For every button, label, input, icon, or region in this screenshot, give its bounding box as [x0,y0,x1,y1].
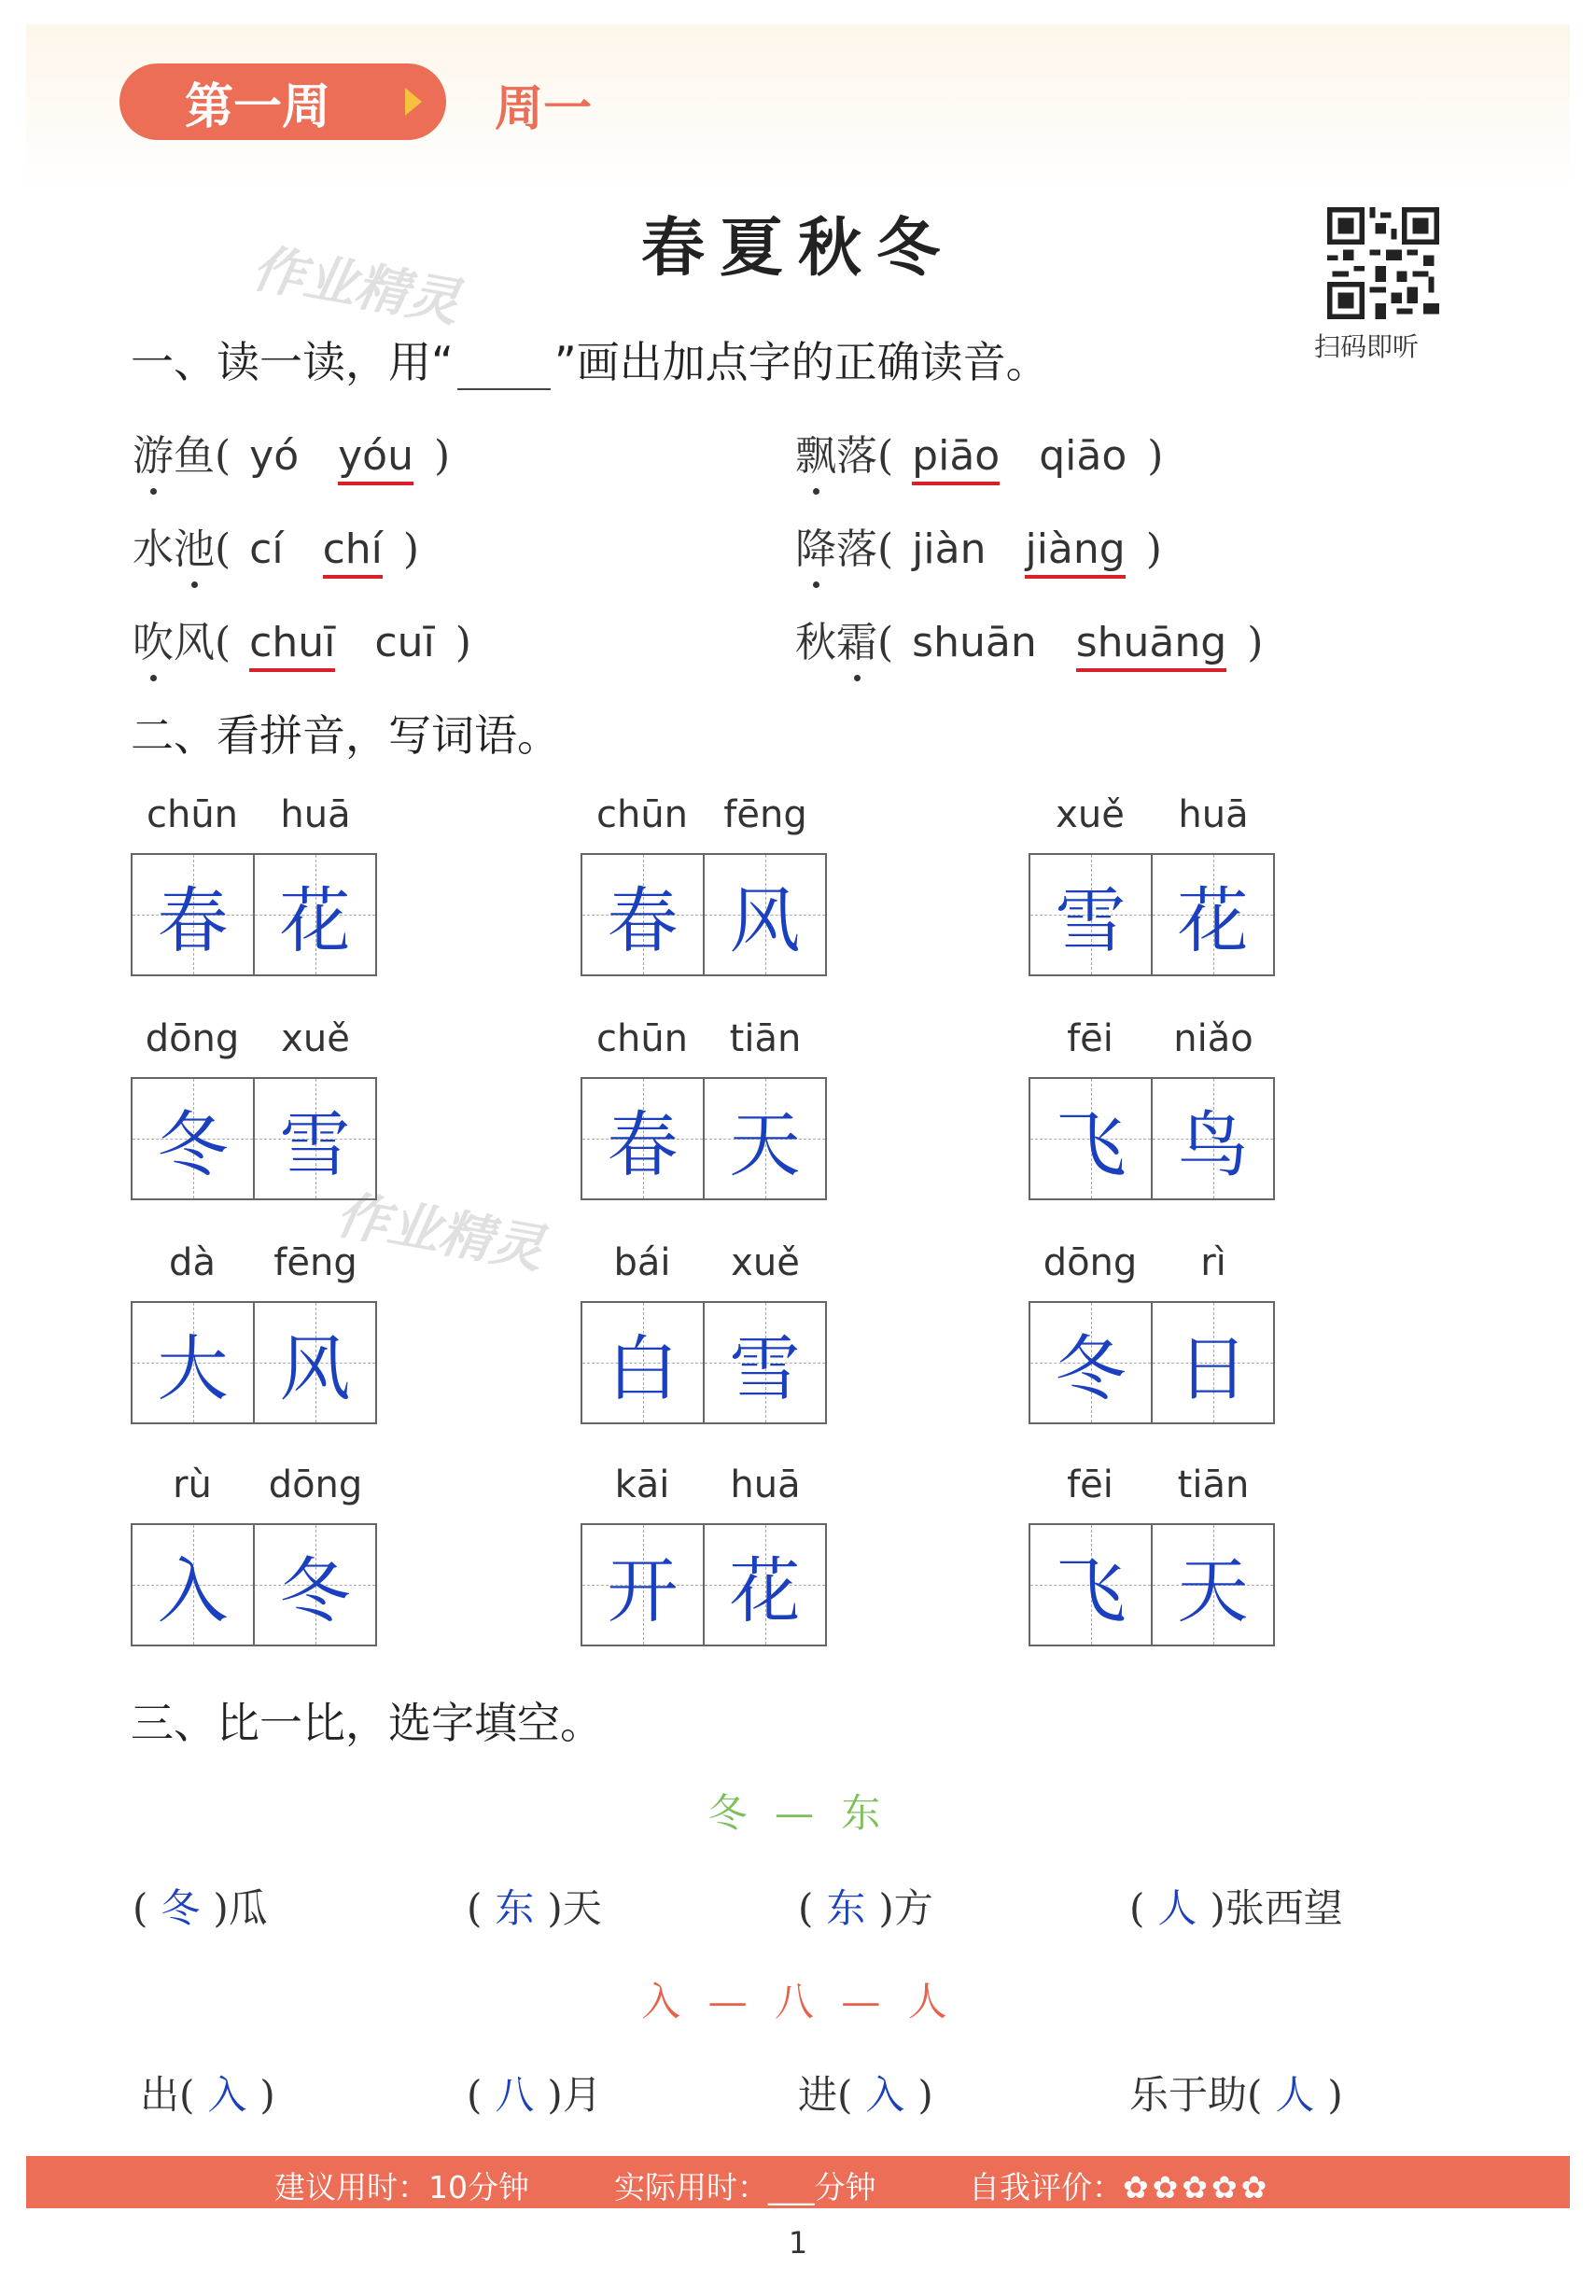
tianzige-grid [581,853,827,976]
reading-item: 降落( jiàn jiàng ) [795,515,1162,579]
word-item [131,1463,377,1669]
word-item [581,1017,827,1223]
word-pinyin [131,1241,377,1294]
answer-character: 风 [279,1326,351,1410]
watermark: 作业精灵 [331,1183,549,1281]
answer-character: 春 [607,878,679,962]
word-item [1029,1017,1275,1223]
tianzige-grid [581,1523,827,1646]
writing-cell[interactable] [703,1303,825,1422]
reading-item: 飘落( piāo qiāo ) [795,422,1163,485]
pinyin-syllable: xuě [1056,793,1125,836]
answer-character: 冬 [279,1548,351,1632]
fill-blank-item: 进( 入 ) [798,2072,933,2118]
answer-character: 雪 [1055,878,1127,962]
pinyin-syllable: fēng [723,793,807,836]
writing-cell[interactable] [1151,1525,1273,1645]
word-pinyin [581,1017,827,1070]
tianzige-grid [131,1077,377,1200]
pinyin-syllable: bái [613,1241,671,1284]
pinyin-syllable: kāi [614,1463,670,1506]
section1-heading: 一、读一读，用“ ”画出加点字的正确读音。 [131,329,1049,390]
writing-cell[interactable] [1151,855,1273,974]
pinyin-syllable: tiān [729,1017,802,1060]
writing-cell[interactable] [1030,1303,1151,1422]
pinyin-syllable: fēi [1067,1463,1113,1506]
answer-character: 花 [1177,878,1249,962]
word-pinyin [581,1241,827,1294]
word-item [1029,793,1275,999]
writing-cell[interactable] [582,855,703,974]
week-label: 第一周 [185,78,331,135]
pinyin-syllable: fēng [273,1241,357,1284]
writing-cell[interactable] [133,1079,253,1198]
answer-character: 春 [607,1102,679,1186]
answer-character: 天 [1177,1548,1249,1632]
writing-cell[interactable] [582,1303,703,1422]
actual-time: 实际用时：___分钟 [614,2169,876,2205]
fill-blank-item: 出( 入 ) [140,2072,275,2118]
pinyin-syllable: dà [169,1241,216,1284]
word-item [581,793,827,999]
section2-heading: 二、看拼音，写词语。 [131,710,560,761]
compare-group1-label: 冬 — 东 [707,1790,889,1836]
writing-cell[interactable] [133,1303,253,1422]
answer-character: 风 [729,878,801,962]
writing-cell[interactable] [1030,1525,1151,1645]
fill-blank-item: ( 人 )张西望 [1129,1885,1343,1931]
writing-cell[interactable] [1151,1303,1273,1422]
week-badge [119,63,446,140]
writing-cell[interactable] [253,1525,375,1645]
answer-character: 花 [279,878,351,962]
word-pinyin [581,793,827,846]
pinyin-syllable: rì [1200,1241,1226,1284]
word-item [1029,1241,1275,1447]
fill-blank-item: ( 八 )月 [467,2072,602,2118]
tianzige-grid [131,1523,377,1646]
tianzige-grid [1029,1077,1275,1200]
answer-character: 冬 [157,1102,229,1186]
writing-cell[interactable] [703,855,825,974]
answer-character: 飞 [1055,1102,1127,1186]
word-pinyin [581,1463,827,1516]
word-pinyin [1029,1017,1275,1070]
answer-character: 春 [157,878,229,962]
answer-character: 白 [607,1326,679,1410]
reading-item: 吹风( chuī cuī ) [133,609,471,672]
writing-cell[interactable] [133,855,253,974]
section3-heading: 三、比一比，选字填空。 [131,1698,603,1748]
pinyin-syllable: xuě [731,1241,800,1284]
pinyin-syllable: fēi [1067,1017,1113,1060]
tianzige-grid [1029,853,1275,976]
answer-blank [457,353,551,390]
writing-cell[interactable] [1151,1079,1273,1198]
tianzige-grid [1029,1523,1275,1646]
compare-group2-label: 入 — 八 — 人 [641,1979,955,2024]
word-item [131,793,377,999]
word-pinyin [131,1463,377,1516]
answer-character: 日 [1177,1326,1249,1410]
word-pinyin [1029,1463,1275,1516]
word-item [131,1241,377,1447]
answer-character: 飞 [1055,1548,1127,1632]
word-pinyin [131,793,377,846]
pinyin-syllable: huā [1178,793,1249,836]
answer-character: 冬 [1055,1326,1127,1410]
writing-cell[interactable] [582,1525,703,1645]
reading-item: 游鱼( yó yóu ) [133,422,450,485]
word-item [1029,1463,1275,1669]
page-title: 春夏秋冬 [640,211,955,286]
writing-cell[interactable] [133,1525,253,1645]
word-item [131,1017,377,1223]
word-pinyin [1029,1241,1275,1294]
pinyin-syllable: dōng [145,1017,240,1060]
writing-cell[interactable] [703,1079,825,1198]
answer-character: 雪 [729,1326,801,1410]
pinyin-syllable: chūn [595,1017,689,1060]
answer-character: 天 [729,1102,801,1186]
writing-cell[interactable] [582,1079,703,1198]
answer-character: 雪 [279,1102,351,1186]
pinyin-syllable: huā [730,1463,801,1506]
rating-stars-icon[interactable]: ✿✿✿✿✿ [1123,2169,1271,2205]
qr-caption: 扫码即听 [1314,331,1420,362]
tianzige-grid [1029,1301,1275,1424]
fill-blank-item: ( 东 )天 [467,1885,602,1931]
word-item [581,1241,827,1447]
writing-cell[interactable] [253,1079,375,1198]
tianzige-grid [581,1301,827,1424]
word-pinyin [131,1017,377,1070]
tianzige-grid [131,853,377,976]
reading-item: 秋霜( shuān shuāng ) [795,609,1263,672]
pinyin-syllable: huā [280,793,351,836]
pinyin-syllable: niǎo [1173,1017,1253,1060]
qr-code-icon [1327,207,1439,319]
pinyin-syllable: chūn [595,793,689,836]
writing-cell[interactable] [1030,855,1151,974]
suggested-time: 建议用时：10分钟 [274,2169,529,2205]
pinyin-syllable: tiān [1177,1463,1250,1506]
writing-cell[interactable] [253,855,375,974]
pinyin-syllable: xuě [281,1017,350,1060]
fill-blank-item: ( 冬 )瓜 [133,1885,268,1931]
answer-character: 入 [157,1548,229,1632]
answer-character: 鸟 [1177,1102,1249,1186]
watermark: 作业精灵 [247,237,465,334]
answer-character: 大 [157,1326,229,1410]
fill-blank-item: ( 东 )方 [798,1885,933,1931]
pinyin-syllable: chūn [146,793,239,836]
word-pinyin [1029,793,1275,846]
writing-cell[interactable] [703,1525,825,1645]
answer-character: 开 [607,1548,679,1632]
word-item [581,1463,827,1669]
pinyin-syllable: dōng [268,1463,363,1506]
page-number: 1 [788,2225,808,2261]
pinyin-syllable: rù [173,1463,212,1506]
arrow-right-icon [405,88,422,116]
writing-cell[interactable] [1030,1079,1151,1198]
writing-cell[interactable] [253,1303,375,1422]
footer-bar [26,2156,1570,2208]
tianzige-grid [581,1077,827,1200]
pinyin-syllable: dōng [1043,1241,1138,1284]
fill-blank-item: 乐于助( 人 ) [1129,2072,1343,2118]
day-label: 周一 [495,81,593,137]
answer-character: 花 [729,1548,801,1632]
tianzige-grid [131,1301,377,1424]
self-rating: 自我评价：✿✿✿✿✿ [969,2169,1271,2205]
reading-item: 水池( cí chí ) [133,515,419,579]
